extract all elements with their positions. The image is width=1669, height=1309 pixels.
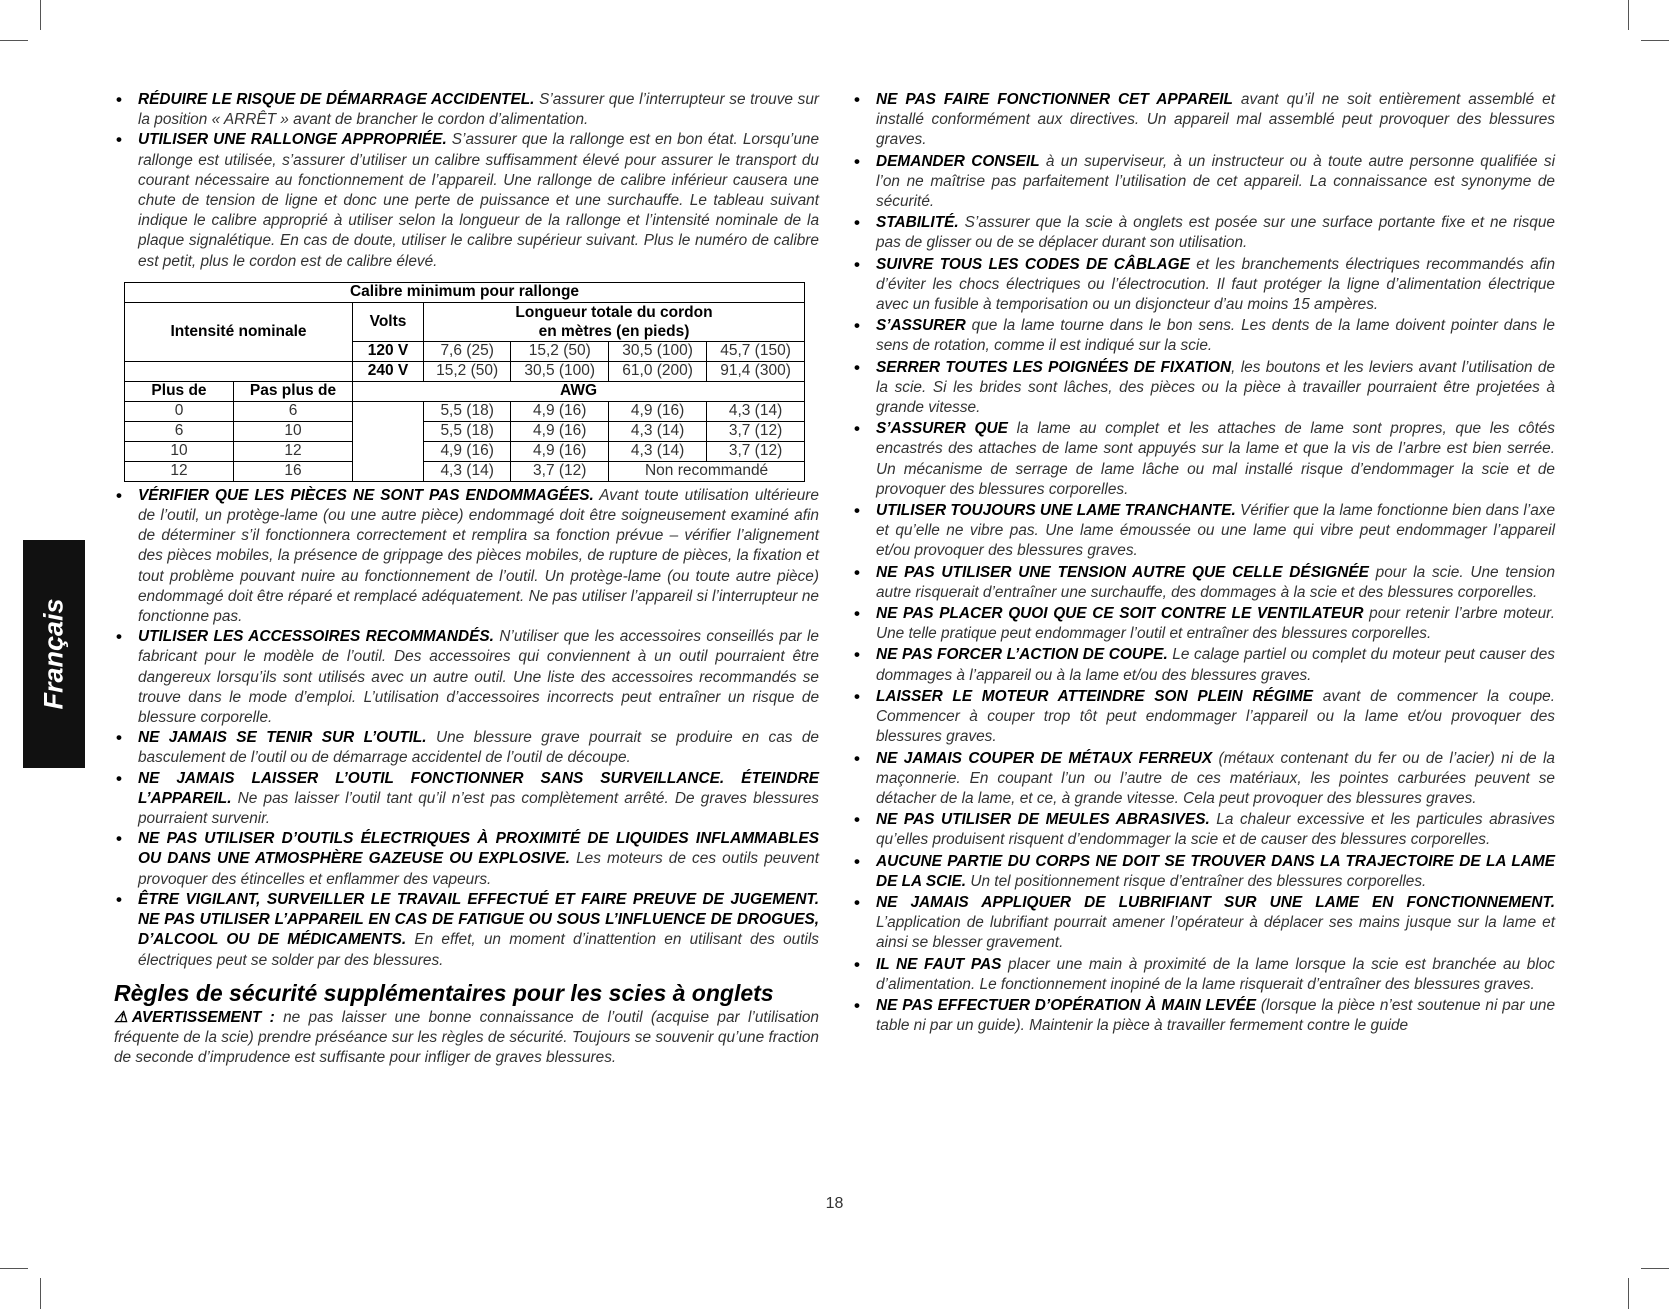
safety-item-heading: SERRER TOUTES LES POIGNÉES DE FIXATION [876,358,1232,376]
safety-item-heading: VÉRIFIER QUE LES PIÈCES NE SONT PAS ENDOMMAGÉES. [138,486,594,504]
safety-item [114,90,819,130]
safety-item-heading: NE PAS FAIRE FONCTIONNER CET APPAREIL [876,91,1233,108]
awg-cell: 4,3 (14) [609,441,707,461]
safety-item [114,829,819,890]
awg-cell: 5,5 (18) [424,421,511,441]
safety-item-text: Ne pas laisser l’outil tant qu’il n’est pas complètement arrêté. De graves blessures pourraient survenir. [138,789,819,828]
length-cell: 91,4 (300) [707,361,805,381]
safety-item [852,563,1555,603]
volts-240: 240 V [353,361,424,381]
safety-item-heading: RÉDUIRE LE RISQUE DE DÉMARRAGE ACCIDENTEL. [138,91,535,108]
safety-item-heading: UTILISER LES ACCESSOIRES RECOMMANDÉS. [138,628,494,646]
right-column [852,90,1555,1037]
table-title: Calibre minimum pour rallonge [125,282,805,302]
safety-item [852,419,1555,500]
page-number: 18 [825,1195,844,1212]
not-recommended-cell: Non recommandé [609,461,805,481]
safety-item-heading: NE PAS FORCER L’ACTION DE COUPE. [876,646,1168,664]
safety-item-heading: ÊTRE VIGILANT, SURVEILLER LE TRAVAIL EFFECTUÉ ET FAIRE PREUVE DE JUGEMENT. NE PAS UTILISER L’APPAREIL EN CAS DE FATIGUE OU SOUS L’INFLUENCE DE DROGUES, D’ALCOOL OU DE MÉDICAMENTS. [138,890,819,949]
safety-item-text: Avant toute utilisation ultérieure de l’outil, un protège-lame (ou une autre pièce) endommagé doit être soigneusement examiné afin de déterminer s’il fonctionnera correctement et remplira sa fonction prévue – vérifier l’alignement des pièces mobiles, la présence de grippage des pièces mobiles, de rupture de pièces, la fixation et tout problème pouvant nuire au fonctionnement de l’outil. Un protège-lame (ou toute autre pièce) endommagé doit être réparé et remplacé adéquatement. Ne pas utiliser l’appareil si l’interrupteur ne fonctionne pas. [138,486,819,626]
crop-mark [1628,1278,1629,1309]
safety-item [852,810,1555,850]
safety-item-heading: NE PAS UTILISER UNE TENSION AUTRE QUE CELLE DÉSIGNÉE [876,563,1369,581]
safety-item-heading: UTILISER TOUJOURS UNE LAME TRANCHANTE. [876,502,1236,520]
blank-cell [353,441,424,461]
safety-item [852,152,1555,213]
safety-item-text: placer une main à proximité de la lame lorsque la scie est branchée au bloc d’alimentation. Le fonctionnement inopiné de la lame risquerait d’entraîner des blessures graves. [876,955,1555,993]
safety-list-right [852,90,1555,1036]
plus-de-cell: 12 [125,461,234,481]
pas-plus-de-cell: 6 [234,401,353,421]
pas-plus-de-header: Pas plus de [234,381,353,401]
warning-paragraph [114,1008,819,1069]
safety-item-text: Vérifier que la lame fonctionne bien dans l’axe et qu’elle ne vibre pas. Une lame émoussée ou une lame qui vibre peut endommager l’appareil et/ou provoquer des blessures graves. [876,502,1556,560]
awg-cell: 3,7 (12) [707,421,805,441]
crop-mark [1628,0,1629,30]
safety-item-text: La chaleur excessive et les particules abrasives qu’elles produisent risquent d’endommager la scie et de causer des blessures corporelles. [876,811,1555,849]
safety-item [852,893,1555,954]
safety-item-text: la lame au complet et les attaches de lame sont propres, que les côtés encastrés des attaches de lame sont appuyés sur la lame et que la vis de l’arbre est bien serrée. Un mécanisme de serrage de lame lâche ou mal installé risque d’endommager la scie et de provoquer des blessures corporelles. [876,420,1555,498]
awg-cell: 4,3 (14) [609,421,707,441]
volts-120: 120 V [353,341,424,361]
safety-item-text: que la lame tourne dans le bon sens. Les dents de la lame doivent pointer dans le sens de rotation, comme il est indiqué sur la scie. [876,317,1555,355]
safety-item [114,130,819,271]
plus-de-header: Plus de [125,381,234,401]
safety-item-heading: NE PAS UTILISER D’OUTILS ÉLECTRIQUES À PROXIMITÉ DE LIQUIDES INFLAMMABLES OU DANS UNE ATMOSPHÈRE GAZEUSE OU EXPLOSIVE. [138,830,819,868]
length-cell: 30,5 (100) [609,341,707,361]
plus-de-cell: 10 [125,441,234,461]
safety-item [114,769,819,830]
length-cell: 15,2 (50) [511,341,609,361]
safety-item [852,501,1555,562]
safety-item [852,955,1555,995]
safety-item-text: L’application de lubrifiant pourrait amener l’opérateur à déplacer ses mains jusque sur la lame et ainsi se blesser gravement. [876,914,1555,952]
safety-item [852,852,1555,892]
safety-item [852,749,1555,810]
section-title: Règles de sécurité supplémentaires pour les scies à onglets [114,979,774,1006]
safety-item-heading: DEMANDER CONSEIL [876,152,1040,170]
safety-item-text: pour retenir l’arbre moteur. Une telle pratique peut endommager l’outil et entraîner des blessures corporelles. [876,605,1555,643]
plus-de-cell: 0 [125,401,234,421]
safety-item-heading: NE JAMAIS LAISSER L’OUTIL FONCTIONNER SANS SURVEILLANCE. ÉTEINDRE L’APPAREIL. [138,769,819,807]
safety-item-text: Un tel positionnement risque d’entraîner des blessures corporelles. [966,872,1427,890]
safety-item-heading: S’ASSURER [876,317,966,335]
warning-text: ne pas laisser une bonne connaissance de l’outil (acquise par l’utilisation fréquente de la scie) prendre préséance sur les règles de sécurité. Toujours se souvenir qu’une fraction de seconde d’imprudence est suffisante pour infliger de graves blessures. [114,1008,819,1067]
safety-item-text: à un superviseur, à un instructeur ou à toute autre personne qualifiée si l’on ne maîtrise pas parfaitement l’utilisation de cet appareil. La connaissance est synonyme de sécurité. [876,152,1555,211]
length-cell: 30,5 (100) [511,361,609,381]
pas-plus-de-cell: 12 [234,441,353,461]
safety-list-bottom [114,486,819,971]
left-column [114,90,819,1068]
pas-plus-de-cell: 10 [234,421,353,441]
safety-item-heading: SUIVRE TOUS LES CODES DE CÂBLAGE [876,255,1190,273]
length-cell: 61,0 (200) [609,361,707,381]
safety-item-heading: NE PAS EFFECTUER D’OPÉRATION À MAIN LEVÉE [876,996,1257,1014]
awg-cell: 4,3 (14) [707,401,805,421]
volts-header: Volts [353,302,424,341]
safety-item-text: S’assurer que la scie à onglets est posée sur une surface portante fixe et ne risque pas de glisser ou de se déplacer durant son utilisation. [876,214,1555,252]
crop-mark [0,40,28,41]
plus-de-cell: 6 [125,421,234,441]
awg-cell: 4,9 (16) [511,441,609,461]
safety-item [114,627,819,728]
length-cell: 45,7 (150) [707,341,805,361]
crop-mark [40,0,41,30]
safety-item-heading: STABILITÉ. [876,214,959,232]
safety-item [852,645,1555,685]
safety-item-heading: NE JAMAIS COUPER DE MÉTAUX FERREUX [876,749,1213,767]
safety-item-heading: UTILISER UNE RALLONGE APPROPRIÉE. [138,131,447,149]
safety-item [852,213,1555,253]
warning-icon: ⚠ [114,1008,132,1026]
longueur-line2: en mètres (en pieds) [538,322,690,340]
awg-cell: 3,7 (12) [511,461,609,481]
safety-item-text: Une blessure grave pourrait se produire en cas de basculement de l’outil ou de démarrage accidentel de l’outil de découpe. [138,729,819,767]
safety-item-text: et les branchements électriques recommandés afin d’éviter les chocs électriques ou l’électrocution. Il faut protéger la ligne d’alimentation électrique avec un fusible à temporisation ou un disjoncteur d’au moins 15 ampères. [876,255,1556,314]
safety-item [852,255,1555,316]
length-cell: 15,2 (50) [424,361,511,381]
blank-cell [353,401,424,421]
safety-item-text: S’assurer que l’interrupteur se trouve sur la position « ARRÊT » avant de brancher le cordon d’alimentation. [138,91,819,129]
safety-item-heading: IL NE FAUT PAS [876,955,1002,973]
extension-cord-gauge-table [124,282,805,482]
safety-item-heading: AUCUNE PARTIE DU CORPS NE DOIT SE TROUVER DANS LA TRAJECTOIRE DE LA LAME DE LA SCIE. [876,852,1555,890]
safety-item [852,687,1555,748]
awg-cell: 4,9 (16) [511,401,609,421]
language-side-tab [23,540,85,768]
safety-item-text: , les boutons et les leviers avant l’utilisation de la scie. Si les brides sont lâches, des pièces ou la pièce à travailler pourraient être projetées à grande vitesse. [876,358,1556,417]
blank-cell [125,361,353,381]
safety-item-text: En effet, un moment d’inattention en utilisant des outils électriques peut se solder par des blessures. [138,931,820,969]
longueur-header [424,302,805,341]
intensite-header: Intensité nominale [125,302,353,361]
safety-item [852,316,1555,356]
safety-item-text: pour la scie. Une tension autre risquerait d’entraîner une surchauffe, des dommages à la scie et des blessures corporelles. [876,563,1556,601]
pas-plus-de-cell: 16 [234,461,353,481]
safety-item-text: Les moteurs de ces outils peuvent provoquer des étincelles et enflammer des vapeurs. [138,850,819,888]
crop-mark [0,1268,28,1269]
awg-cell: 4,9 (16) [609,401,707,421]
safety-item-text: avant de commencer la coupe. Commencer à couper trop tôt peut endommager l’appareil ou la lame et/ou provoquer des blessures graves. [876,687,1555,746]
safety-item-heading: NE JAMAIS SE TENIR SUR L’OUTIL. [138,729,427,747]
crop-mark [1641,40,1669,41]
safety-item-text: S’assurer que la rallonge est en bon état. Lorsqu’une rallonge est utilisée, s’assurer d’utiliser un calibre suffisamment élevé pour assurer le transport du courant nécessaire au fonctionnement de l’appareil. Une rallonge de calibre inférieur causera une chute de tension de ligne et donc une perte de puissance et une surchauffe. Le tableau suivant indique le calibre approprié à utiliser selon la longueur de la rallonge et l’intensité nominale de la plaque signalétique. En cas de doute, utiliser le calibre supérieur suivant. Plus le numéro de calibre est petit, plus le cordon est de calibre élevé. [138,131,819,270]
safety-item [852,996,1555,1036]
safety-item [114,486,819,627]
awg-header: AWG [353,381,805,401]
awg-cell: 5,5 (18) [424,401,511,421]
safety-item [852,604,1555,644]
awg-cell: 4,9 (16) [424,441,511,461]
safety-list-top [114,90,819,272]
crop-mark [40,1278,41,1309]
safety-item-heading: NE JAMAIS APPLIQUER DE LUBRIFIANT SUR UNE LAME EN FONCTIONNEMENT. [876,893,1555,911]
warning-label: AVERTISSEMENT : [131,1008,275,1026]
safety-item-text: (lorsque la pièce n’est soutenue ni par une table ni par un guide). Maintenir la pièce à travailler fermement contre le guide [876,996,1556,1035]
safety-item-heading: LAISSER LE MOTEUR ATTEINDRE SON PLEIN RÉGIME [876,687,1314,705]
language-label: Français [38,598,69,710]
safety-item-heading: NE PAS PLACER QUOI QUE CE SOIT CONTRE LE VENTILATEUR [876,605,1364,623]
safety-item-text: Le calage partiel ou complet du moteur peut causer des dommages à l’appareil ou à la lame et/ou des blessures graves. [876,646,1555,684]
safety-item-text: N’utiliser que les accessoires conseillés par le fabricant pour le modèle de l’outil. Des accessoires qui conviennent à un outil pourraient être dangereux lorsqu’ils sont utilisés avec un autre outil. Une liste des accessoires recommandés se trouve dans le mode d’emploi. L’utilisation d’accessoires incorrects peut entraîner un risque de blessure corporelle. [138,628,819,727]
crop-mark [1641,1268,1669,1269]
safety-item-heading: NE PAS UTILISER DE MEULES ABRASIVES. [876,811,1210,829]
longueur-line1: Longueur totale du cordon [515,303,713,321]
blank-cell [353,461,424,481]
safety-item-heading: S’ASSURER QUE [876,420,1008,438]
safety-item [852,358,1555,419]
safety-item [114,728,819,768]
safety-item [114,890,819,971]
safety-item-text: avant qu’il ne soit entièrement assemblé et installé conformément aux directives. Un appareil mal assemblé peut provoquer des blessures graves. [876,91,1555,149]
length-cell: 7,6 (25) [424,341,511,361]
awg-cell: 4,3 (14) [424,461,511,481]
safety-item-text: (métaux contenant du fer ou de l’acier) ni de la maçonnerie. En coupant l’un ou l’autre de ces matériaux, les pointes carburées peuvent se détacher de la lame, et ce, à grande vitesse. Cela peut provoquer des blessures graves. [876,749,1555,807]
awg-cell: 4,9 (16) [511,421,609,441]
blank-cell [353,421,424,441]
safety-item [852,90,1555,151]
awg-cell: 3,7 (12) [707,441,805,461]
